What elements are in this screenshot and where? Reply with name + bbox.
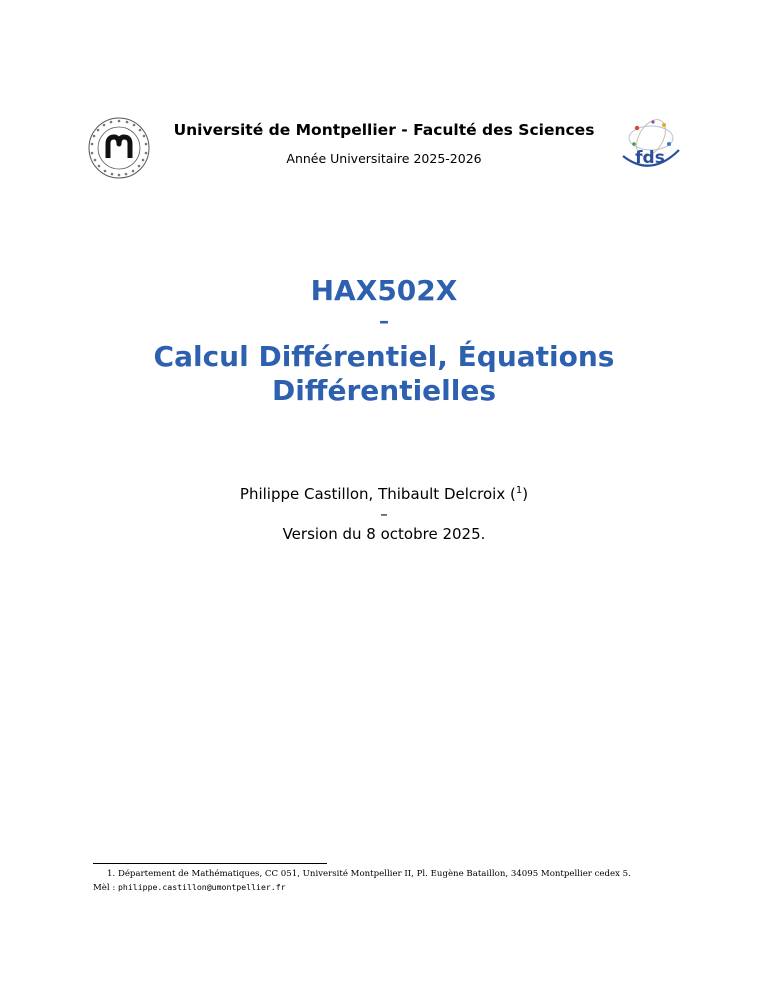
course-code: HAX502X	[310, 274, 458, 307]
version-date: Version du 8 octobre 2025.	[282, 525, 486, 543]
course-title-line-2: Différentielles	[271, 374, 497, 407]
footnote-rule	[93, 863, 327, 864]
authors-line	[0, 480, 768, 505]
page-header	[0, 0, 768, 200]
title-block	[0, 272, 768, 408]
university-name: Université de Montpellier - Faculté des Sciences	[173, 121, 595, 139]
authors-block	[0, 480, 768, 545]
course-title	[0, 340, 768, 408]
authors-close-paren: )	[522, 485, 529, 503]
email-link[interactable]: philippe.castillon@umontpellier.fr	[118, 882, 286, 892]
academic-year: Année Universitaire 2025-2026	[286, 151, 482, 166]
svg-text:fds: fds	[635, 148, 665, 168]
authors-separator: –	[380, 505, 388, 523]
course-title-line-1: Calcul Différentiel, Équations	[153, 340, 615, 373]
footnote-address: Département de Mathématiques, CC 051, Université Montpellier II, Pl. Eugène Bataillon, 34095 Montpellier cedex 5.	[117, 869, 631, 879]
footnote	[93, 868, 693, 895]
footnote-number: 1.	[107, 869, 116, 879]
footnote-ref: 1	[515, 485, 523, 496]
footnote-address-line	[93, 868, 693, 881]
mail-label: Mèl :	[93, 883, 118, 893]
title-separator: –	[379, 309, 389, 333]
authors-names: Philippe Castillon, Thibault Delcroix (	[239, 485, 516, 503]
footnote-mail-line	[93, 881, 693, 895]
